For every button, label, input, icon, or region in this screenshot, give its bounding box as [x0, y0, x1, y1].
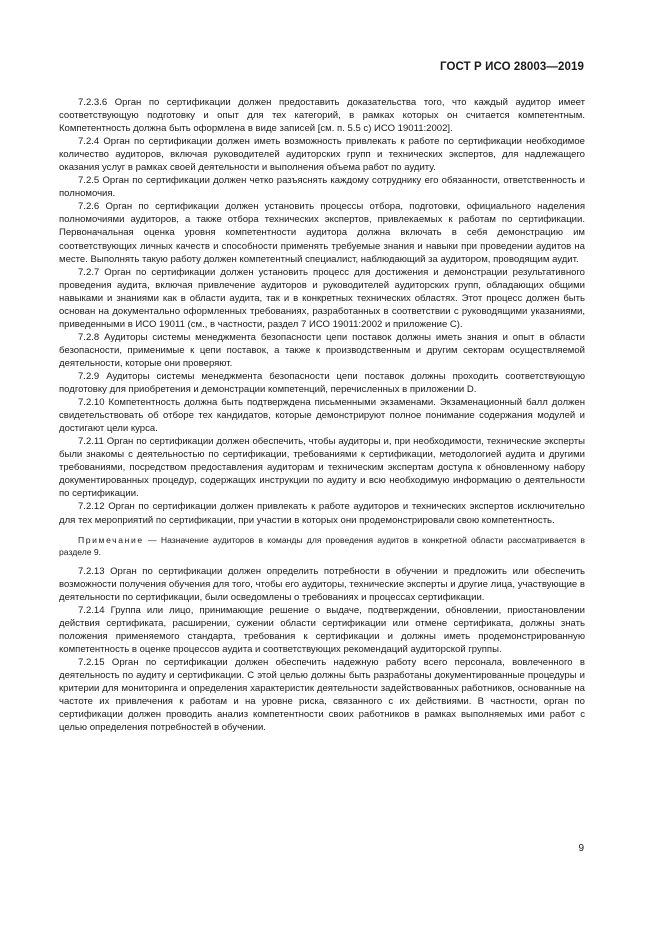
note-label: Примечание [78, 534, 144, 545]
paragraph-7-2-10: 7.2.10 Компетентность должна быть подтверждена письменными экзаменами. Экзаменационный балл должен свидетельствовать об отборе тех кандидатов, которые демонстрируют полное понимание содержания модулей и достигают цели курса. [59, 397, 585, 435]
note [59, 534, 585, 559]
document-body [59, 96, 585, 734]
page-number: 9 [578, 843, 584, 854]
paragraph-7-2-8: 7.2.8 Аудиторы системы менеджмента безопасности цепи поставок должны иметь знания и опыт в области безопасности, применимые к цепи поставок, а также к производственным и другим секторам осуществляемой деятельности, которые они проверяют. [59, 331, 585, 369]
paragraph-7-2-14: 7.2.14 Группа или лицо, принимающие решение о выдаче, подтверждении, обновлении, приостановлении действия сертификата, расширении, сужении области сертификации или отмене сертификата, должны знать положения применяемого стандарта, требования к сертификации и должны иметь продемонстрированную компетентность в оценке процессов аудита и соответствующих рекомендаций аудиторской группы. [59, 604, 585, 656]
paragraph-7-2-4: 7.2.4 Орган по сертификации должен иметь возможность привлекать к работе по сертификации необходимое количество аудиторов, включая руководителей аудиторских групп и технических экспертов, для надлежащего оказания услуг в рамках своей деятельности и выполнения объема работ по аудиту. [59, 136, 585, 174]
paragraph-7-2-15: 7.2.15 Орган по сертификации должен обеспечить надежную работу всего персонала, вовлеченного в деятельность по аудиту и сертификации. С этой целью должны быть разработаны документированные процедуры и критерии для мониторинга и определения характеристик деятельности задействованных работников, основанные на частоте их привлечения к работам и на уровне риска, связанного с их действиями. В частности, орган по сертификации должен проводить анализ компетентности своих работников в рамках выполняемых ими работ с целью определения потребностей в обучении. [59, 657, 585, 734]
paragraph-7-2-13: 7.2.13 Орган по сертификации должен определить потребности в обучении и предложить или обеспечить возможности получения обучения для того, чтобы его аудиторы, технические эксперты и другие лица, участвующие в деятельности по сертификации, были осведомлены о требованиях и процессах сертификации. [59, 565, 585, 603]
paragraph-7-2-3-6: 7.2.3.6 Орган по сертификации должен предоставить доказательства того, что каждый аудитор имеет соответствующую подготовку и опыт для тех категорий, в рамках которых он считается компетентным. Компетентность должна быть оформлена в виде записей [см. п. 5.5 с) ИСО 19011:2002]. [59, 97, 585, 135]
paragraph-7-2-7: 7.2.7 Орган по сертификации должен установить процесс для достижения и демонстрации результативного проведения аудита, включая привлечение аудиторов и руководителей аудиторских групп, обладающих общими навыками и знаниями как в области аудита, так и в конкретных технических областях. Этот процесс должен быть основан на документально оформленных требованиях, разработанных в соответствии с руководящими указаниями, приведенными в ИСО 19011 (см., в частности, раздел 7 ИСО 19011:2002 и приложение С). [59, 266, 585, 330]
document-header: ГОСТ Р ИСО 28003—2019 [439, 61, 584, 73]
paragraph-7-2-6: 7.2.6 Орган по сертификации должен установить процессы отбора, подготовки, официального наделения полномочиями аудиторов, а также отбора технических экспертов, привлекаемых к работам по сертификации. Первоначальная оценка уровня компетентности аудитора должна включать в себя демонстрацию им соответствующих личных качеств и способности применять требуемые знания и навыки при проведении аудитов на месте. Выполнять такую работу должен компетентный специалист, наблюдающий за аудитором, проводящим аудит. [59, 201, 585, 265]
paragraph-7-2-5: 7.2.5 Орган по сертификации должен четко разъяснять каждому сотруднику его обязанности, ответственность и полномочия. [59, 175, 585, 200]
paragraph-7-2-9: 7.2.9 Аудиторы системы менеджмента безопасности цепи поставок должны проходить соответствующую подготовку для приобретения и демонстрации компетенций, перечисленных в приложении D. [59, 370, 585, 396]
paragraph-7-2-12: 7.2.12 Орган по сертификации должен привлекать к работе аудиторов и технических экспертов исключительно для тех мероприятий по сертификации, при участии в которых они продемонстрировали свою компетентность. [59, 501, 585, 526]
note-text: — Назначение аудиторов в команды для проведения аудитов в конкретной области рассматривается в разделе 9. [59, 534, 585, 558]
paragraph-7-2-11: 7.2.11 Орган по сертификации должен обеспечить, чтобы аудиторы и, при необходимости, технические эксперты были знакомы с деятельностью по сертификации, требованиями к сертификации, методологией аудита и другими требованиями, посредством предоставления аудиторам и техническим экспертам доступа к обновленному набору документированных процедур, содержащих инструкции по аудиту и всю необходимую информацию о деятельности по сертификации. [59, 436, 585, 500]
